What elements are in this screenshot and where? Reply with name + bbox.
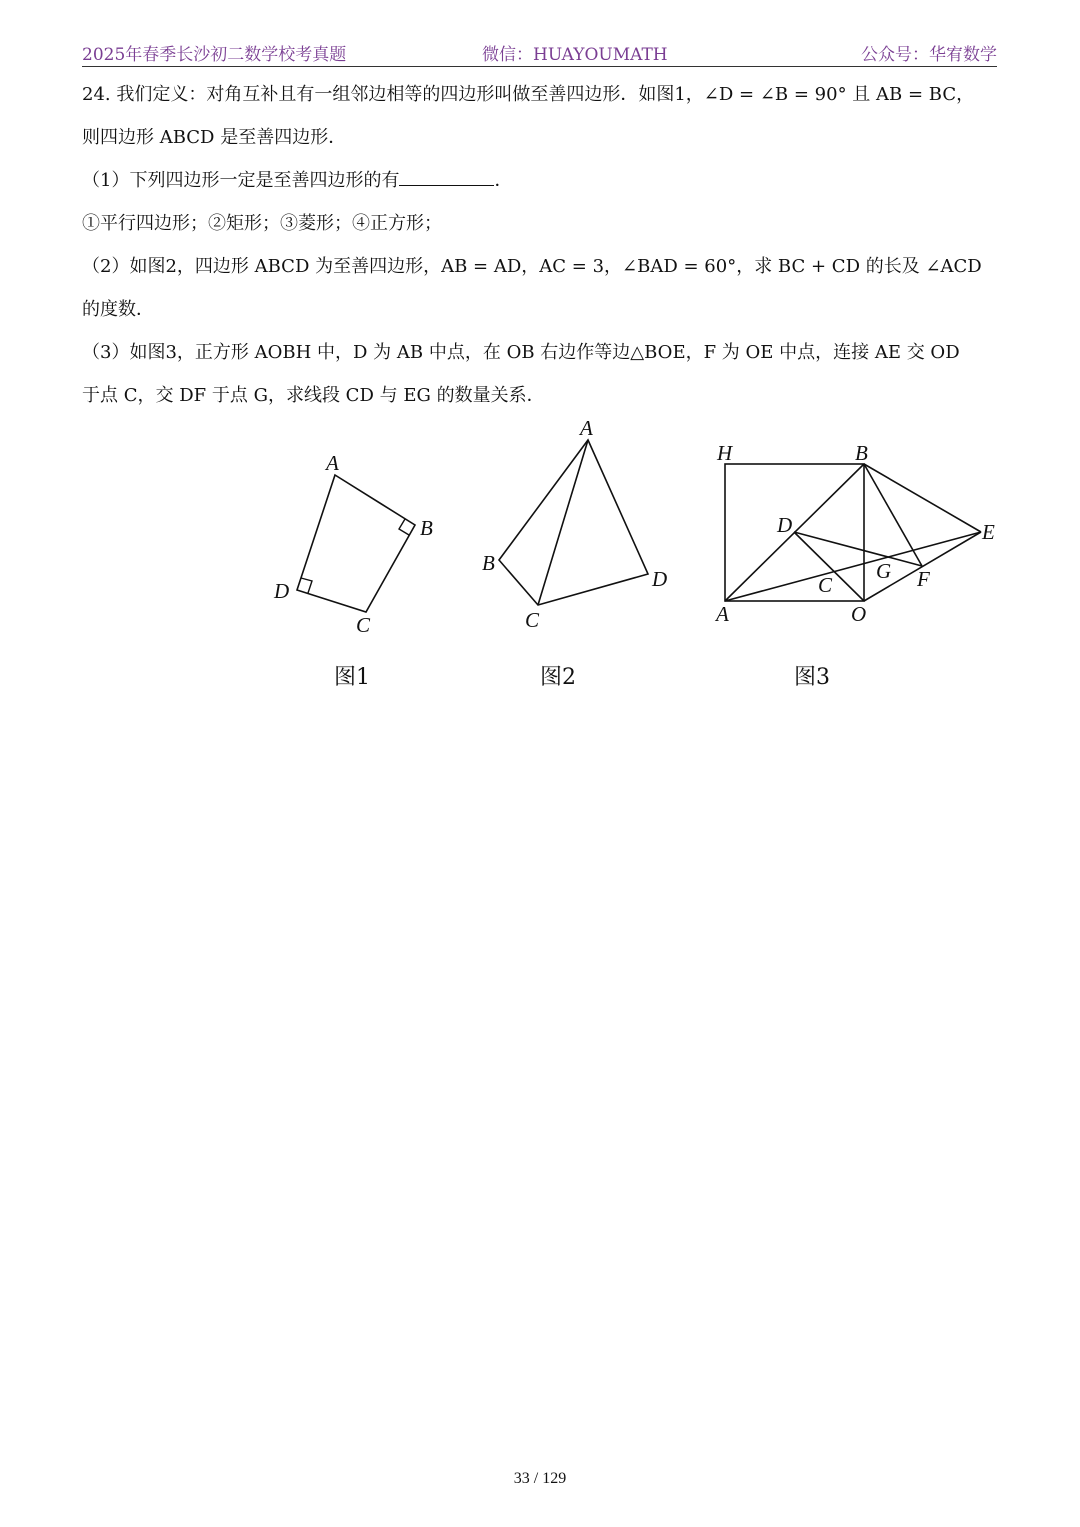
fig3-label-o: O — [851, 602, 867, 626]
fig3-label-c: C — [818, 573, 833, 597]
question-1-end: ． — [494, 170, 513, 191]
fig3-label-g: G — [876, 559, 892, 583]
fig3-label-d: D — [777, 513, 793, 537]
fig2-label-c: C — [525, 608, 540, 632]
figure-3-caption: 图3 — [794, 665, 830, 690]
page-number: 33 / 129 — [513, 1470, 567, 1487]
fig1-label-c: C — [356, 613, 371, 637]
fig3-label-a: A — [716, 602, 729, 626]
figure-2 — [470, 420, 690, 650]
fig3-label-e: E — [982, 520, 995, 544]
question-1-options: ①平行四边形；②矩形；③菱形；④正方形； — [82, 213, 442, 234]
fig3-side-be — [864, 464, 981, 532]
fig3-label-f: F — [917, 567, 930, 591]
figure-3 — [705, 420, 1015, 650]
question-2: （2）如图2，四边形 ABCD 为至善四边形，AB = AD，AC = 3，∠BAD = 60°，求 BC + CD 的长及 ∠ACD — [82, 256, 982, 277]
fig2-label-d: D — [652, 567, 668, 591]
question-3-cont: 于点 C，交 DF 于点 G，求线段 CD 与 EG 的数量关系． — [82, 385, 545, 406]
header-wechat: 微信：HUAYOUMATH — [482, 45, 668, 65]
fig3-label-b: B — [855, 441, 868, 465]
problem-definition-line: 24. 我们定义：对角互补且有一组邻边相等的四边形叫做至善四边形．如图1，∠D = ∠B = 90° 且 AB = BC， — [82, 84, 975, 105]
header-title: 2025年春季长沙初二数学校考真题 — [82, 45, 347, 65]
question-3: （3）如图3，正方形 AOBH 中，D 为 AB 中点，在 OB 右边作等边△BOE，F 为 OE 中点，连接 AE 交 OD — [82, 342, 960, 363]
fig3-line-bf — [864, 464, 922, 566]
fig2-label-b: B — [482, 551, 495, 575]
figure-1-caption: 图1 — [334, 665, 370, 690]
page-header — [82, 36, 997, 67]
figure-1 — [260, 420, 460, 650]
question-1-text: （1）下列四边形一定是至善四边形的有 — [82, 170, 400, 191]
fig2-label-a: A — [580, 420, 593, 440]
fig1-label-b: B — [420, 516, 433, 540]
fig1-label-d: D — [274, 579, 290, 603]
fig1-right-angle-d — [301, 578, 312, 593]
fig2-quadrilateral — [499, 440, 648, 605]
fig3-line-df — [794, 532, 922, 566]
fig1-right-angle-b — [399, 519, 409, 535]
problem-definition-line-2: 则四边形 ABCD 是至善四边形． — [82, 127, 347, 148]
answer-blank — [399, 171, 494, 186]
question-2-cont: 的度数． — [82, 299, 154, 320]
fig2-diagonal-ac — [538, 440, 588, 605]
fig1-label-a: A — [326, 451, 339, 475]
figure-2-caption: 图2 — [540, 665, 576, 690]
question-1 — [82, 166, 512, 192]
header-account: 公众号：华宥数学 — [861, 45, 997, 65]
fig3-label-h: H — [717, 441, 733, 465]
fig1-quadrilateral — [297, 475, 415, 612]
